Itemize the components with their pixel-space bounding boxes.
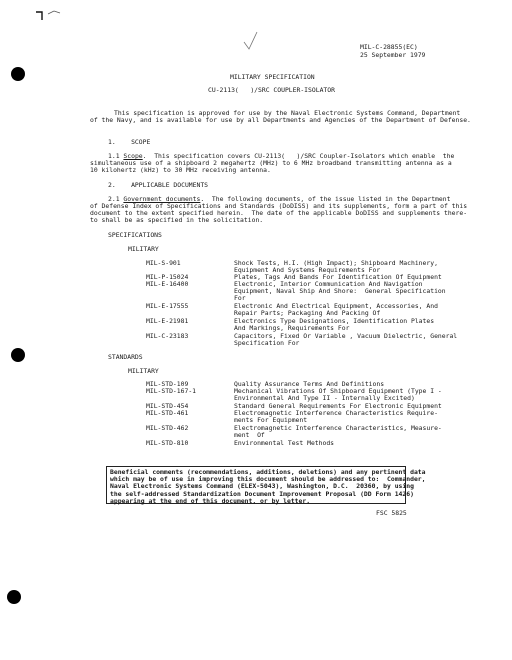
std-desc: ments For Equipment [234, 416, 308, 424]
punch-hole-middle [11, 348, 25, 362]
std-desc: Electromagnetic Interference Characteristics, Measure- [234, 424, 442, 432]
handwritten-check-mark [242, 30, 260, 52]
spec-desc: Shock Tests, H.I. (High Impact); Shipboard Machinery, [234, 259, 438, 267]
section-1-heading: 1. SCOPE [108, 138, 151, 146]
section-2-1-line-2: of Defense Index of Specifications and Standards (DoDISS) and its supplements, form a part of this [90, 202, 468, 210]
std-desc: Environmental And Type II - Internally Excited) [234, 394, 415, 402]
std-id: MIL-STD-462 [146, 424, 189, 432]
fsc-code: FSC 5825 [376, 509, 407, 517]
section-2-1-line-4: to shall be as specified in the solicitation. [90, 216, 264, 224]
standards-subheading: MILITARY [128, 367, 159, 375]
section-2-1-number: 2.1 [108, 195, 120, 203]
spec-id: MIL-C-23183 [146, 332, 189, 340]
punch-hole-bottom [7, 590, 21, 604]
spec-desc: Specification For [234, 339, 300, 347]
spec-id: MIL-E-16400 [146, 280, 189, 288]
section-2-heading: 2. APPLICABLE DOCUMENTS [108, 181, 209, 189]
title-line-1: MILITARY SPECIFICATION [230, 73, 315, 81]
title-line-2: CU-2113( )/SRC COUPLER-ISOLATOR [208, 86, 335, 94]
std-id: MIL-STD-461 [146, 409, 189, 417]
section-1-1-title: Scope [123, 152, 143, 160]
std-id: MIL-STD-109 [146, 380, 189, 388]
scan-mark-top-left [34, 8, 62, 24]
spec-id: MIL-P-15024 [146, 273, 189, 281]
section-1-1-line-1: 1.1 Scope. This specification covers CU-2113( )/SRC Coupler-Isolators which enable the [108, 152, 455, 160]
spec-desc: Electronics Type Designations, Identification Plates [234, 317, 435, 325]
std-desc: ment Of [234, 431, 265, 439]
section-2-1-title: Government documents [123, 195, 201, 203]
section-1-1-line-2: simultaneous use of a shipboard 2 megahertz (MHz) to 6 MHz broadband transmitting antenna as a [90, 159, 452, 167]
std-id: MIL-STD-810 [146, 439, 189, 447]
section-1-1-number: 1.1 [108, 152, 120, 160]
notice-line: the self-addressed Standardization Document Improvement Proposal (DD Form 1426) [110, 489, 414, 498]
notice-line: appearing at the end of this document, or by letter. [110, 496, 311, 505]
notice-line: Beneficial comments (recommendations, additions, deletions) and any pertinent data [110, 468, 426, 476]
spec-desc: Equipment And Systems Requirements For [234, 266, 381, 274]
spec-desc: And Markings, Requirements For [234, 324, 350, 332]
punch-hole-top [11, 67, 25, 81]
spec-desc: Electronic, Interior Communication And Navigation [234, 280, 423, 288]
section-1-1-line-3: 10 kilohertz (kHz) to 30 MHz receiving antenna. [90, 166, 271, 174]
std-desc: Environmental Test Methods [234, 439, 335, 447]
spec-desc: Plates, Tags And Bands For Identification Of Equipment [234, 273, 442, 281]
doc-date: 25 September 1979 [360, 51, 426, 59]
spec-id: MIL-E-17555 [146, 302, 189, 310]
std-desc: Quality Assurance Terms And Definitions [234, 380, 385, 388]
spec-desc: Capacitors, Fixed Or Variable , Vacuum Dielectric, General [234, 332, 458, 340]
std-id: MIL-STD-167-1 [146, 387, 197, 395]
spec-desc: Electronic And Electrical Equipment, Accessories, And [234, 302, 438, 310]
spec-desc: For [234, 294, 246, 302]
spec-desc: Repair Parts; Packaging And Packing Of [234, 309, 381, 317]
notice-line: Naval Electronic Systems Command (ELEX-5043), Washington, D.C. 20360, by using [110, 482, 414, 491]
specifications-heading: SPECIFICATIONS [108, 231, 162, 239]
notice-line: which may be of use in improving this document should be addressed to: Commander, [110, 475, 426, 484]
standards-heading: STANDARDS [108, 353, 143, 361]
intro-line-2: of the Navy, and is available for use by all Departments and Agencies of the Department of Defense. [90, 116, 471, 124]
section-1-1-text: This specification covers CU-2113( )/SRC Coupler-Isolators which enable the [154, 152, 455, 160]
std-desc: Electromagnetic Interference Characteristics Require- [234, 409, 438, 417]
comments-notice-box [106, 466, 426, 505]
section-2-1-line-3: document to the extent specified herein. The date of the applicable DoDISS and supplements there- [90, 209, 468, 217]
std-id: MIL-STD-454 [146, 402, 189, 410]
doc-number: MIL-C-28855(EC) [360, 43, 418, 51]
std-desc: Mechanical Vibrations Of Shipboard Equipment (Type I - [234, 387, 442, 395]
intro-line-1: This specification is approved for use by the Naval Electronic Systems Command, Department [114, 109, 461, 117]
spec-desc: Equipment, Naval Ship And Shore: General Specification [234, 287, 446, 295]
section-2-1-text: The following documents, of the issue listed in the Department [211, 195, 451, 203]
spec-id: MIL-S-901 [146, 259, 181, 267]
specifications-subheading: MILITARY [128, 245, 159, 253]
std-desc: Standard General Requirements For Electronic Equipment [234, 402, 442, 410]
section-2-1-line-1: 2.1 Government documents. The following documents, of the issue listed in the Department [108, 195, 451, 203]
spec-id: MIL-E-21981 [146, 317, 189, 325]
